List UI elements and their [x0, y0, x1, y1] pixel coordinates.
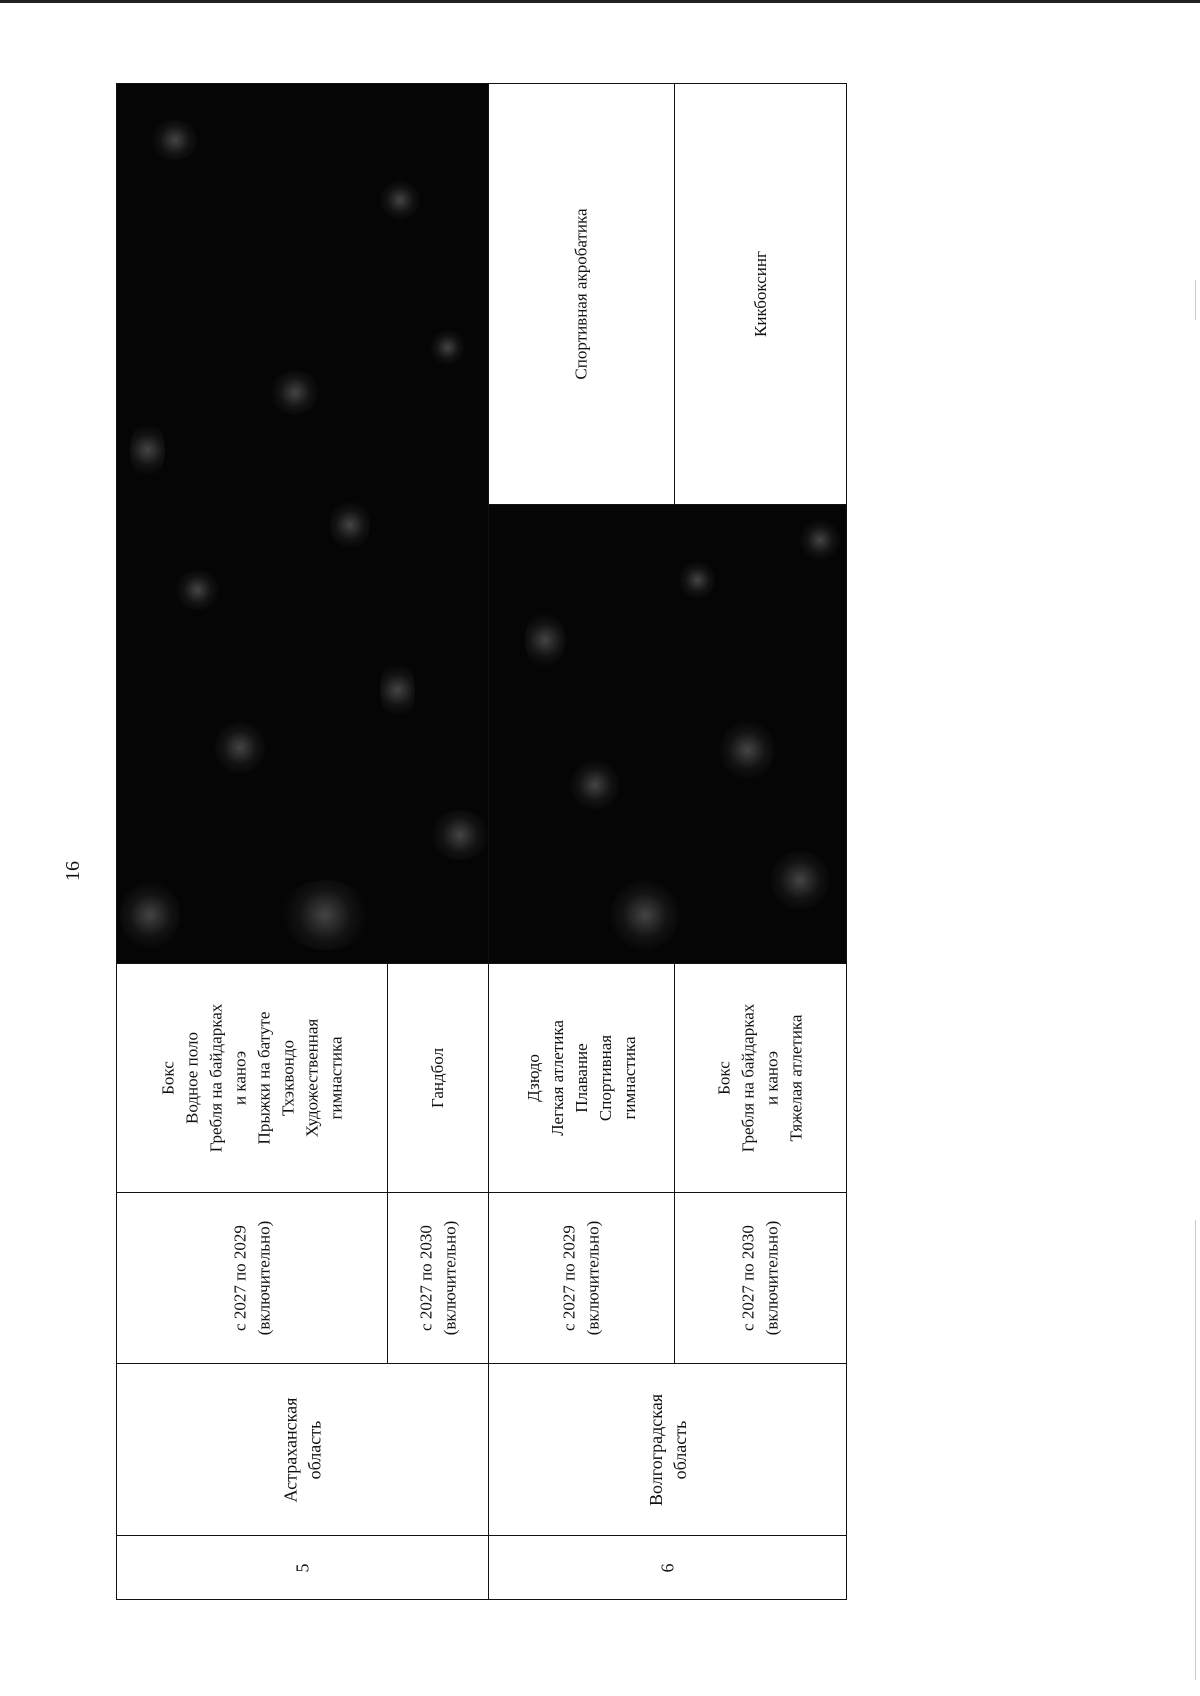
- row-5-period-1: с 2027 по 2029 (включительно): [229, 1220, 273, 1336]
- page-number-text: 16: [61, 861, 84, 881]
- row-6-period-1-cell: [489, 1193, 674, 1363]
- row-5-number-cell: [117, 1536, 488, 1599]
- table-border-right: [846, 83, 847, 1600]
- row-6-sports-1: Дзюдо Легкая атлетика Плавание Спортивная гимнастика: [523, 1020, 639, 1136]
- table-border-bottom: [116, 1599, 847, 1600]
- row-5-period-1-cell: [117, 1193, 387, 1363]
- row-6-extra-sport-cell: [675, 84, 846, 504]
- row-6-sports-2-cell: [675, 964, 846, 1192]
- row-6-sports-2: Бокс Гребля на байдарках и каноэ Тяжелая атлетика: [714, 1003, 806, 1153]
- row-5-number: 5: [292, 1563, 313, 1572]
- row-5-extra-sport: Спортивная акробатика: [571, 208, 591, 380]
- row-5-sports-2-cell: [388, 964, 488, 1192]
- row-5-extra-sport-cell: [489, 84, 674, 504]
- scan-top-edge: [0, 0, 1200, 3]
- row-6-number: 6: [657, 1563, 678, 1572]
- row-6-region-cell: [489, 1364, 846, 1535]
- row-5-period-2: с 2027 по 2030 (включительно): [416, 1220, 460, 1336]
- row-6-extra-sport: Кикбоксинг: [750, 251, 770, 337]
- row-6-period-2-cell: [675, 1193, 846, 1363]
- row-5-sports-1-cell: [117, 964, 387, 1192]
- page-number: [56, 854, 90, 888]
- row-5-region: Астраханская область: [280, 1397, 325, 1502]
- row-6-period-1: с 2027 по 2029 (включительно): [559, 1220, 603, 1336]
- row-5-region-cell: [117, 1364, 488, 1535]
- row-5-period-2-cell: [388, 1193, 488, 1363]
- row-5-sports-1: Бокс Водное поло Гребля на байдарках и каноэ Прыжки на батуте Тхэквондо Художественная гимнастика: [157, 1003, 345, 1153]
- column-divider-extra: [489, 504, 847, 505]
- row-6-region: Волгоградская область: [645, 1393, 690, 1506]
- row-6-sports-1-cell: [489, 964, 674, 1192]
- scan-edge-mark-bottom: [1195, 1220, 1196, 1680]
- row-5-sports-2: Гандбол: [427, 1047, 447, 1109]
- scan-edge-mark-top: [1195, 280, 1196, 320]
- row-6-period-2: с 2027 по 2030 (включительно): [738, 1220, 782, 1336]
- row-6-number-cell: [489, 1536, 846, 1599]
